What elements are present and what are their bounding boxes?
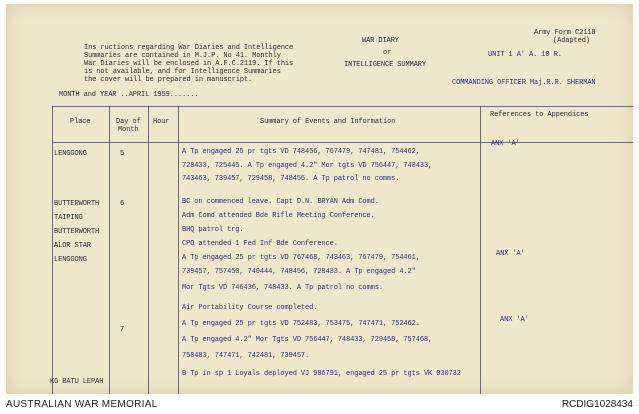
row-day: 5 bbox=[120, 150, 125, 158]
row-summary: A Tp engaged 25 pr tgts VD 752483, 753475, 747471, 752462. bbox=[182, 320, 420, 328]
table-left-rule bbox=[52, 106, 53, 394]
row-place: KG BATU LEPAH bbox=[50, 378, 104, 386]
army-form-adapted: (Adapted) bbox=[553, 37, 590, 45]
row-summary: BHQ patrol trg. bbox=[182, 226, 244, 234]
row-place: BUTTERWORTH bbox=[54, 228, 100, 236]
column-rule-day bbox=[148, 106, 149, 394]
row-summary: A Tp engaged 4.2" Mor Tgts VD 756447, 748433, 729458, 757468, bbox=[182, 336, 433, 344]
row-summary: Air Portability Course completed. bbox=[182, 304, 318, 312]
column-header-day-2: Month bbox=[118, 126, 139, 134]
column-header-hour: Hour bbox=[153, 118, 170, 126]
column-header-references: References to Appendices bbox=[490, 111, 589, 119]
archive-footer bbox=[0, 396, 639, 414]
row-summary: 743463, 739457, 729458, 748456. A Tp patrol no comms. bbox=[182, 175, 400, 183]
row-summary: BC on commenced leave. Capt D.N. BRYAN Adm Comd. bbox=[182, 198, 379, 206]
row-place: BUTTERWORTH bbox=[54, 200, 100, 208]
row-summary: Adm Comd attended Bde Rifle Meeting Conference. bbox=[182, 212, 375, 220]
column-rule-place bbox=[109, 106, 110, 394]
row-summary: 728433, 725445. A Tp engaged 4.2" Mor tgts VD 756447, 748433, bbox=[182, 162, 433, 170]
archive-reference: RCDIG1028434 bbox=[561, 399, 633, 410]
row-day: 7 bbox=[120, 326, 125, 334]
army-form: Army Form C2118 bbox=[534, 29, 596, 37]
row-place: LENGGONG bbox=[54, 150, 87, 158]
row-reference: ANX 'A' bbox=[500, 316, 529, 324]
unit-field: UNIT 1 A' A. 10 R. bbox=[488, 51, 562, 59]
archive-name: AUSTRALIAN WAR MEMORIAL bbox=[6, 399, 158, 410]
column-header-summary: Summary of Events and Information bbox=[260, 118, 396, 126]
column-header-day: Day of bbox=[116, 118, 141, 126]
row-summary: A Tp engaged 25 pr tgts VD 767468, 743463, 767479, 754461, bbox=[182, 254, 420, 262]
row-reference: ANX 'A' bbox=[491, 140, 520, 148]
diary-page bbox=[6, 4, 633, 394]
row-day: 6 bbox=[120, 200, 125, 208]
commanding-officer-field: COMMANDING OFFICER Maj.R.R. SHERMAN bbox=[452, 79, 596, 87]
row-place: LENGGONG bbox=[54, 256, 87, 264]
row-summary: 758483, 747471, 742481, 739457. bbox=[182, 352, 310, 360]
instructions-line: Ins ructions regarding War Diaries and Intelligence bbox=[84, 44, 294, 52]
row-summary: A Tp engaged 25 pr tgts VD 748456, 767479, 747481, 754462, bbox=[182, 148, 420, 156]
instructions-line: is not available, and for Intelligence Summaries bbox=[84, 68, 281, 76]
table-top-rule bbox=[52, 106, 633, 107]
title-intelligence-summary: INTELLIGENCE SUMMARY bbox=[344, 61, 427, 69]
column-rule-summary bbox=[480, 106, 481, 394]
title-or: or bbox=[383, 49, 392, 57]
row-place: TAIPING bbox=[54, 214, 83, 222]
row-summary: B Tp in sp 1 Loyals deployed VJ 986791, engaged 25 pr tgts VK 030732 bbox=[182, 370, 461, 378]
instructions-line: Summaries are contained in M.J.P. No 41. Monthly bbox=[84, 52, 281, 60]
column-rule-hour bbox=[178, 106, 179, 394]
row-summary: 739457, 757450, 740444, 748456, 728433. A Tp engaged 4.2" bbox=[182, 268, 416, 276]
row-reference: ANX 'A' bbox=[496, 250, 525, 258]
month-year-field: MONTH and YEAR ..APRIL 1959....... bbox=[59, 91, 199, 99]
title-war-diary: WAR DIARY bbox=[362, 37, 399, 45]
column-header-place: Place bbox=[70, 118, 91, 126]
row-place: ALOR STAR bbox=[54, 242, 91, 250]
instructions-line: War Diaries will be enclosed in A.F.C.2119. If this bbox=[84, 60, 294, 68]
instructions-line: the cover will be prepared in manuscript. bbox=[84, 76, 253, 84]
row-summary: Mor Tgts VD 746436, 748433. A Tp patrol no comms. bbox=[182, 284, 383, 292]
table-header-rule bbox=[52, 142, 633, 143]
row-summary: CPO attended 1 Fed Inf Bde Conference. bbox=[182, 240, 338, 248]
